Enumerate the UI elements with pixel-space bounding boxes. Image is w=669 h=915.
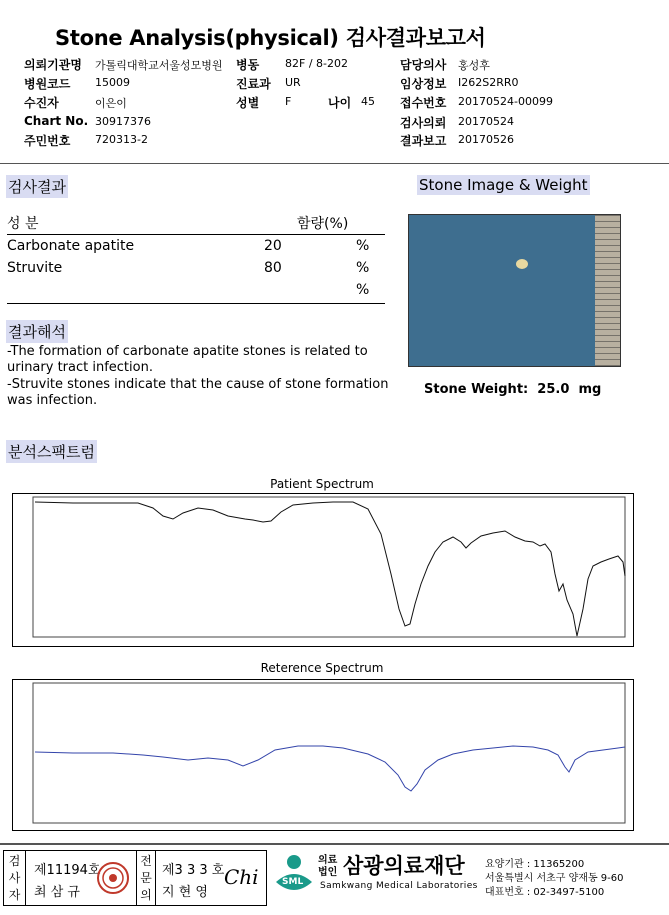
examiner-stamp — [96, 861, 130, 895]
ward-value: 82F / 8-202 — [285, 57, 348, 70]
clinical-value: I262S2RR0 — [458, 76, 519, 89]
examiner-label: 검사자 — [4, 851, 26, 905]
stone-photo-drawing — [409, 215, 620, 366]
patient-spectrum-title: Patient Spectrum — [270, 477, 374, 491]
signature-box — [3, 850, 267, 906]
org-prefix-bottom: 법인 — [318, 867, 338, 878]
examiner-no: 제11194호 — [34, 863, 101, 878]
id-value: 720313-2 — [95, 133, 148, 146]
col-component: 성 분 — [7, 216, 39, 232]
clinical-label: 임상정보 — [400, 77, 447, 91]
header-divider — [0, 163, 669, 164]
doctor-value: 홍성후 — [458, 59, 490, 72]
component-value: 80 — [264, 260, 282, 276]
table-bottom-rule — [7, 303, 385, 304]
ward-label: 병동 — [236, 58, 260, 72]
report-label: 결과보고 — [400, 134, 447, 148]
examiner-name: 최 삼 규 — [34, 885, 80, 900]
org-prefix-top: 의료 — [318, 855, 338, 866]
care-code: 요양기관 : 11365200 — [485, 859, 585, 870]
hospital-code-value: 15009 — [95, 76, 130, 89]
report-title: Stone Analysis(physical) 검사결과보고서 — [55, 26, 486, 50]
stone-specimen — [516, 259, 528, 269]
stone-weight — [424, 382, 601, 397]
results-section-title: 검사결과 — [6, 175, 68, 198]
reference-spectrum-plot — [12, 679, 634, 831]
institution-value: 가톨릭대학교서울성모병원 — [95, 59, 223, 72]
stone-section-title: Stone Image & Weight — [419, 176, 588, 194]
component-unit: % — [356, 282, 370, 298]
logo-text: SML — [282, 877, 304, 887]
logo — [272, 852, 314, 898]
weight-value: 25.0 — [537, 382, 570, 397]
institution-label: 의뢰기관명 — [24, 58, 82, 72]
footer-divider — [0, 843, 669, 845]
hospital-code-label: 병원코드 — [24, 77, 71, 91]
id-label: 주민번호 — [24, 134, 71, 148]
component-name: Struvite — [7, 260, 63, 276]
patient-label: 수진자 — [24, 96, 59, 110]
org-prefix — [318, 855, 337, 879]
col-content: 함량(%) — [297, 216, 349, 232]
age-label: 나이 — [328, 96, 352, 110]
accession-label: 접수번호 — [400, 96, 447, 110]
chart-value: 30917376 — [95, 115, 151, 128]
sex-label: 성별 — [236, 96, 260, 110]
table-header-rule — [7, 234, 385, 235]
dept-label: 진료과 — [236, 77, 271, 91]
reference-spectrum-title: Reterence Spectrum — [260, 661, 384, 675]
weight-unit: mg — [578, 382, 602, 397]
sex-value: F — [285, 95, 292, 108]
component-unit: % — [356, 260, 370, 276]
interpretation-line-1: -The formation of carbonate apatite stones is related to urinary tract infection. — [7, 344, 368, 375]
weight-label: Stone Weight: — [424, 382, 529, 397]
dept-value: UR — [285, 76, 301, 89]
stone-photo — [408, 214, 621, 367]
interpretation-title: 결과해석 — [6, 320, 68, 343]
specialist-name: 지 현 영 — [162, 885, 208, 900]
interpretation-line-2: -Struvite stones indicate that the cause of stone formation was infection. — [7, 377, 389, 408]
specialist-label: 전문의 — [136, 851, 156, 905]
patient-value: 이은이 — [95, 97, 127, 110]
org-english: Samkwang Medical Laboratories — [320, 881, 478, 891]
report-value: 20170526 — [458, 133, 514, 146]
component-value: 20 — [264, 238, 282, 254]
specialist-no: 제3 3 3 호 — [162, 863, 225, 878]
reference-spectrum-chart — [13, 680, 633, 830]
age-value: 45 — [361, 95, 375, 108]
chart-label: Chart No. — [24, 114, 89, 128]
accession-value: 20170524-00099 — [458, 95, 553, 108]
phone: 대표번호 : 02-3497-5100 — [485, 887, 605, 898]
request-value: 20170524 — [458, 115, 514, 128]
spectrum-title: 분석스팩트럼 — [6, 440, 97, 463]
org-name: 삼광의료재단 — [343, 854, 465, 878]
component-name: Carbonate apatite — [7, 238, 135, 254]
address: 서울특별시 서초구 양재동 9-60 — [485, 873, 624, 884]
doctor-label: 담당의사 — [400, 58, 447, 72]
specialist-signature: Chi — [224, 865, 259, 889]
logo-icon — [272, 852, 314, 898]
component-unit: % — [356, 238, 370, 254]
patient-spectrum-plot — [12, 493, 634, 647]
patient-spectrum-chart — [13, 494, 633, 646]
request-label: 검사의뢰 — [400, 116, 447, 130]
